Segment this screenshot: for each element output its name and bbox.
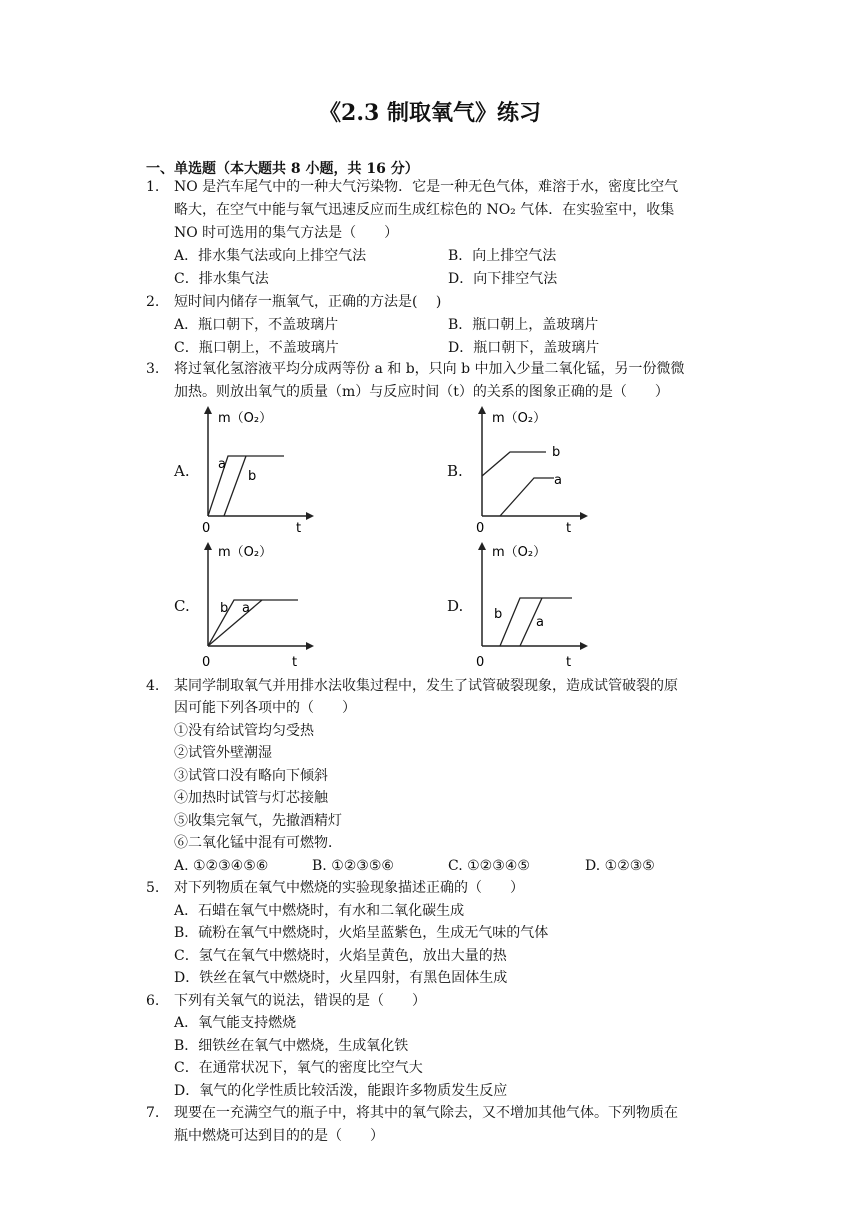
q5-option-b: B．硫粉在氧气中燃烧时，火焰呈蓝紫色，生成无气味的气体 [174, 925, 549, 941]
q1-option-d: D．向下排空气法 [448, 271, 558, 287]
q3-line-1: 将过氧化氢溶液平均分成两等份 a 和 b，只向 b 中加入少量二氧化锰，另一份微微 [174, 361, 685, 377]
q1-option-c: C．排水集气法 [174, 271, 269, 287]
x-axis-label: t [296, 521, 302, 536]
q4-number: 4. [146, 678, 160, 694]
series-b-label: b [552, 445, 561, 460]
q1-number: 1. [146, 179, 160, 195]
y-axis-label: m（O₂） [218, 411, 273, 426]
q3-line-2: 加热。则放出氧气的质量（m）与反应时间（t）的关系的图象正确的是（ ） [174, 384, 669, 400]
x-axis-label: t [566, 521, 572, 536]
q2-option-c: C．瓶口朝上，不盖玻璃片 [174, 340, 339, 356]
q3-option-b-label: B. [447, 462, 463, 480]
q7-line-1: 现要在一充满空气的瓶子中，将其中的氧气除去，又不增加其他气体。下列物质在 [174, 1105, 678, 1121]
q1-option-b: B．向上排空气法 [448, 248, 557, 264]
q5-option-d: D．铁丝在氧气中燃烧时，火星四射，有黑色固体生成 [174, 970, 508, 986]
q4-option-c: C. ①②③④⑤ [448, 858, 530, 874]
series-a-label: a [554, 473, 562, 488]
series-a-label: a [242, 601, 250, 616]
q6-option-b: B．细铁丝在氧气中燃烧，生成氧化铁 [174, 1038, 409, 1054]
q3-option-a-label: A. [174, 462, 190, 480]
q4-item-3: ③试管口没有略向下倾斜 [174, 768, 328, 784]
q1-option-a: A．排水集气法或向上排空气法 [174, 248, 367, 264]
q1-line-2: 略大，在空气中能与氧气迅速反应而生成红棕色的 NO₂ 气体．在实验室中，收集 [174, 202, 675, 218]
q3-number: 3. [146, 361, 160, 377]
y-axis-label: m（O₂） [492, 411, 547, 426]
q1-line-1: NO 是汽车尾气中的一种大气污染物．它是一种无色气体，难溶于水，密度比空气 [174, 179, 679, 195]
q6-option-d: D．氧气的化学性质比较活泼，能跟许多物质发生反应 [174, 1083, 508, 1099]
q5-option-c: C．氢气在氧气中燃烧时，火焰呈黄色，放出大量的热 [174, 948, 507, 964]
q4-line-2: 因可能下列各项中的（ ） [174, 700, 356, 716]
q4-option-a: A. ①②③④⑤⑥ [174, 858, 269, 874]
origin-label: 0 [202, 521, 211, 536]
section-heading: 一、单选题（本大题共 8 小题，共 16 分） [146, 161, 419, 177]
series-a-label: a [536, 615, 544, 630]
graph-a [196, 404, 316, 536]
q2-text: 短时间内储存一瓶氧气，正确的方法是( ) [174, 294, 442, 310]
graph-b [470, 404, 590, 536]
series-b-label: b [220, 601, 229, 616]
q6-option-c: C．在通常状况下，氧气的密度比空气大 [174, 1060, 423, 1076]
q4-item-5: ⑤收集完氧气，先撤酒精灯 [174, 813, 342, 829]
q6-option-a: A．氧气能支持燃烧 [174, 1015, 297, 1031]
q3-option-c-label: C. [174, 597, 190, 615]
q5-number: 5. [146, 880, 160, 896]
q4-item-4: ④加热时试管与灯芯接触 [174, 790, 328, 806]
series-b-label: b [494, 607, 503, 622]
q3-option-d-label: D. [447, 597, 464, 615]
q5-option-a: A．石蜡在氧气中燃烧时，有水和二氧化碳生成 [174, 903, 465, 919]
q2-option-d: D．瓶口朝下，盖玻璃片 [448, 340, 600, 356]
series-a-label: a [218, 457, 226, 472]
graph-c [196, 540, 316, 672]
q4-option-b: B. ①②③⑤⑥ [312, 858, 394, 874]
q4-item-2: ②试管外壁潮湿 [174, 745, 272, 761]
x-axis-label: t [292, 655, 298, 670]
q7-line-2: 瓶中燃烧可达到目的的是（ ） [174, 1128, 384, 1144]
y-axis-label: m（O₂） [492, 545, 547, 560]
q4-item-6: ⑥二氧化锰中混有可燃物． [174, 835, 342, 851]
q7-number: 7. [146, 1105, 160, 1121]
q6-text: 下列有关氧气的说法，错误的是（ ） [174, 993, 426, 1009]
q6-number: 6. [146, 993, 160, 1009]
q4-option-d: D. ①②③⑤ [585, 858, 655, 874]
y-axis-label: m（O₂） [218, 545, 273, 560]
x-axis-label: t [566, 655, 572, 670]
q4-line-1: 某同学制取氧气并用排水法收集过程中，发生了试管破裂现象，造成试管破裂的原 [174, 678, 678, 694]
origin-label: 0 [202, 655, 211, 670]
origin-label: 0 [476, 521, 485, 536]
origin-label: 0 [476, 655, 485, 670]
graph-d [470, 540, 590, 672]
q4-item-1: ①没有给试管均匀受热 [174, 723, 314, 739]
page-title: 《2.3 制取氧气》练习 [319, 100, 541, 126]
q2-option-a: A．瓶口朝下，不盖玻璃片 [174, 317, 339, 333]
q1-line-3: NO 时可选用的集气方法是（ ） [174, 225, 399, 241]
series-b-label: b [248, 469, 257, 484]
q2-option-b: B．瓶口朝上，盖玻璃片 [448, 317, 599, 333]
q5-text: 对下列物质在氧气中燃烧的实验现象描述正确的（ ） [174, 880, 524, 896]
q2-number: 2. [146, 294, 160, 310]
